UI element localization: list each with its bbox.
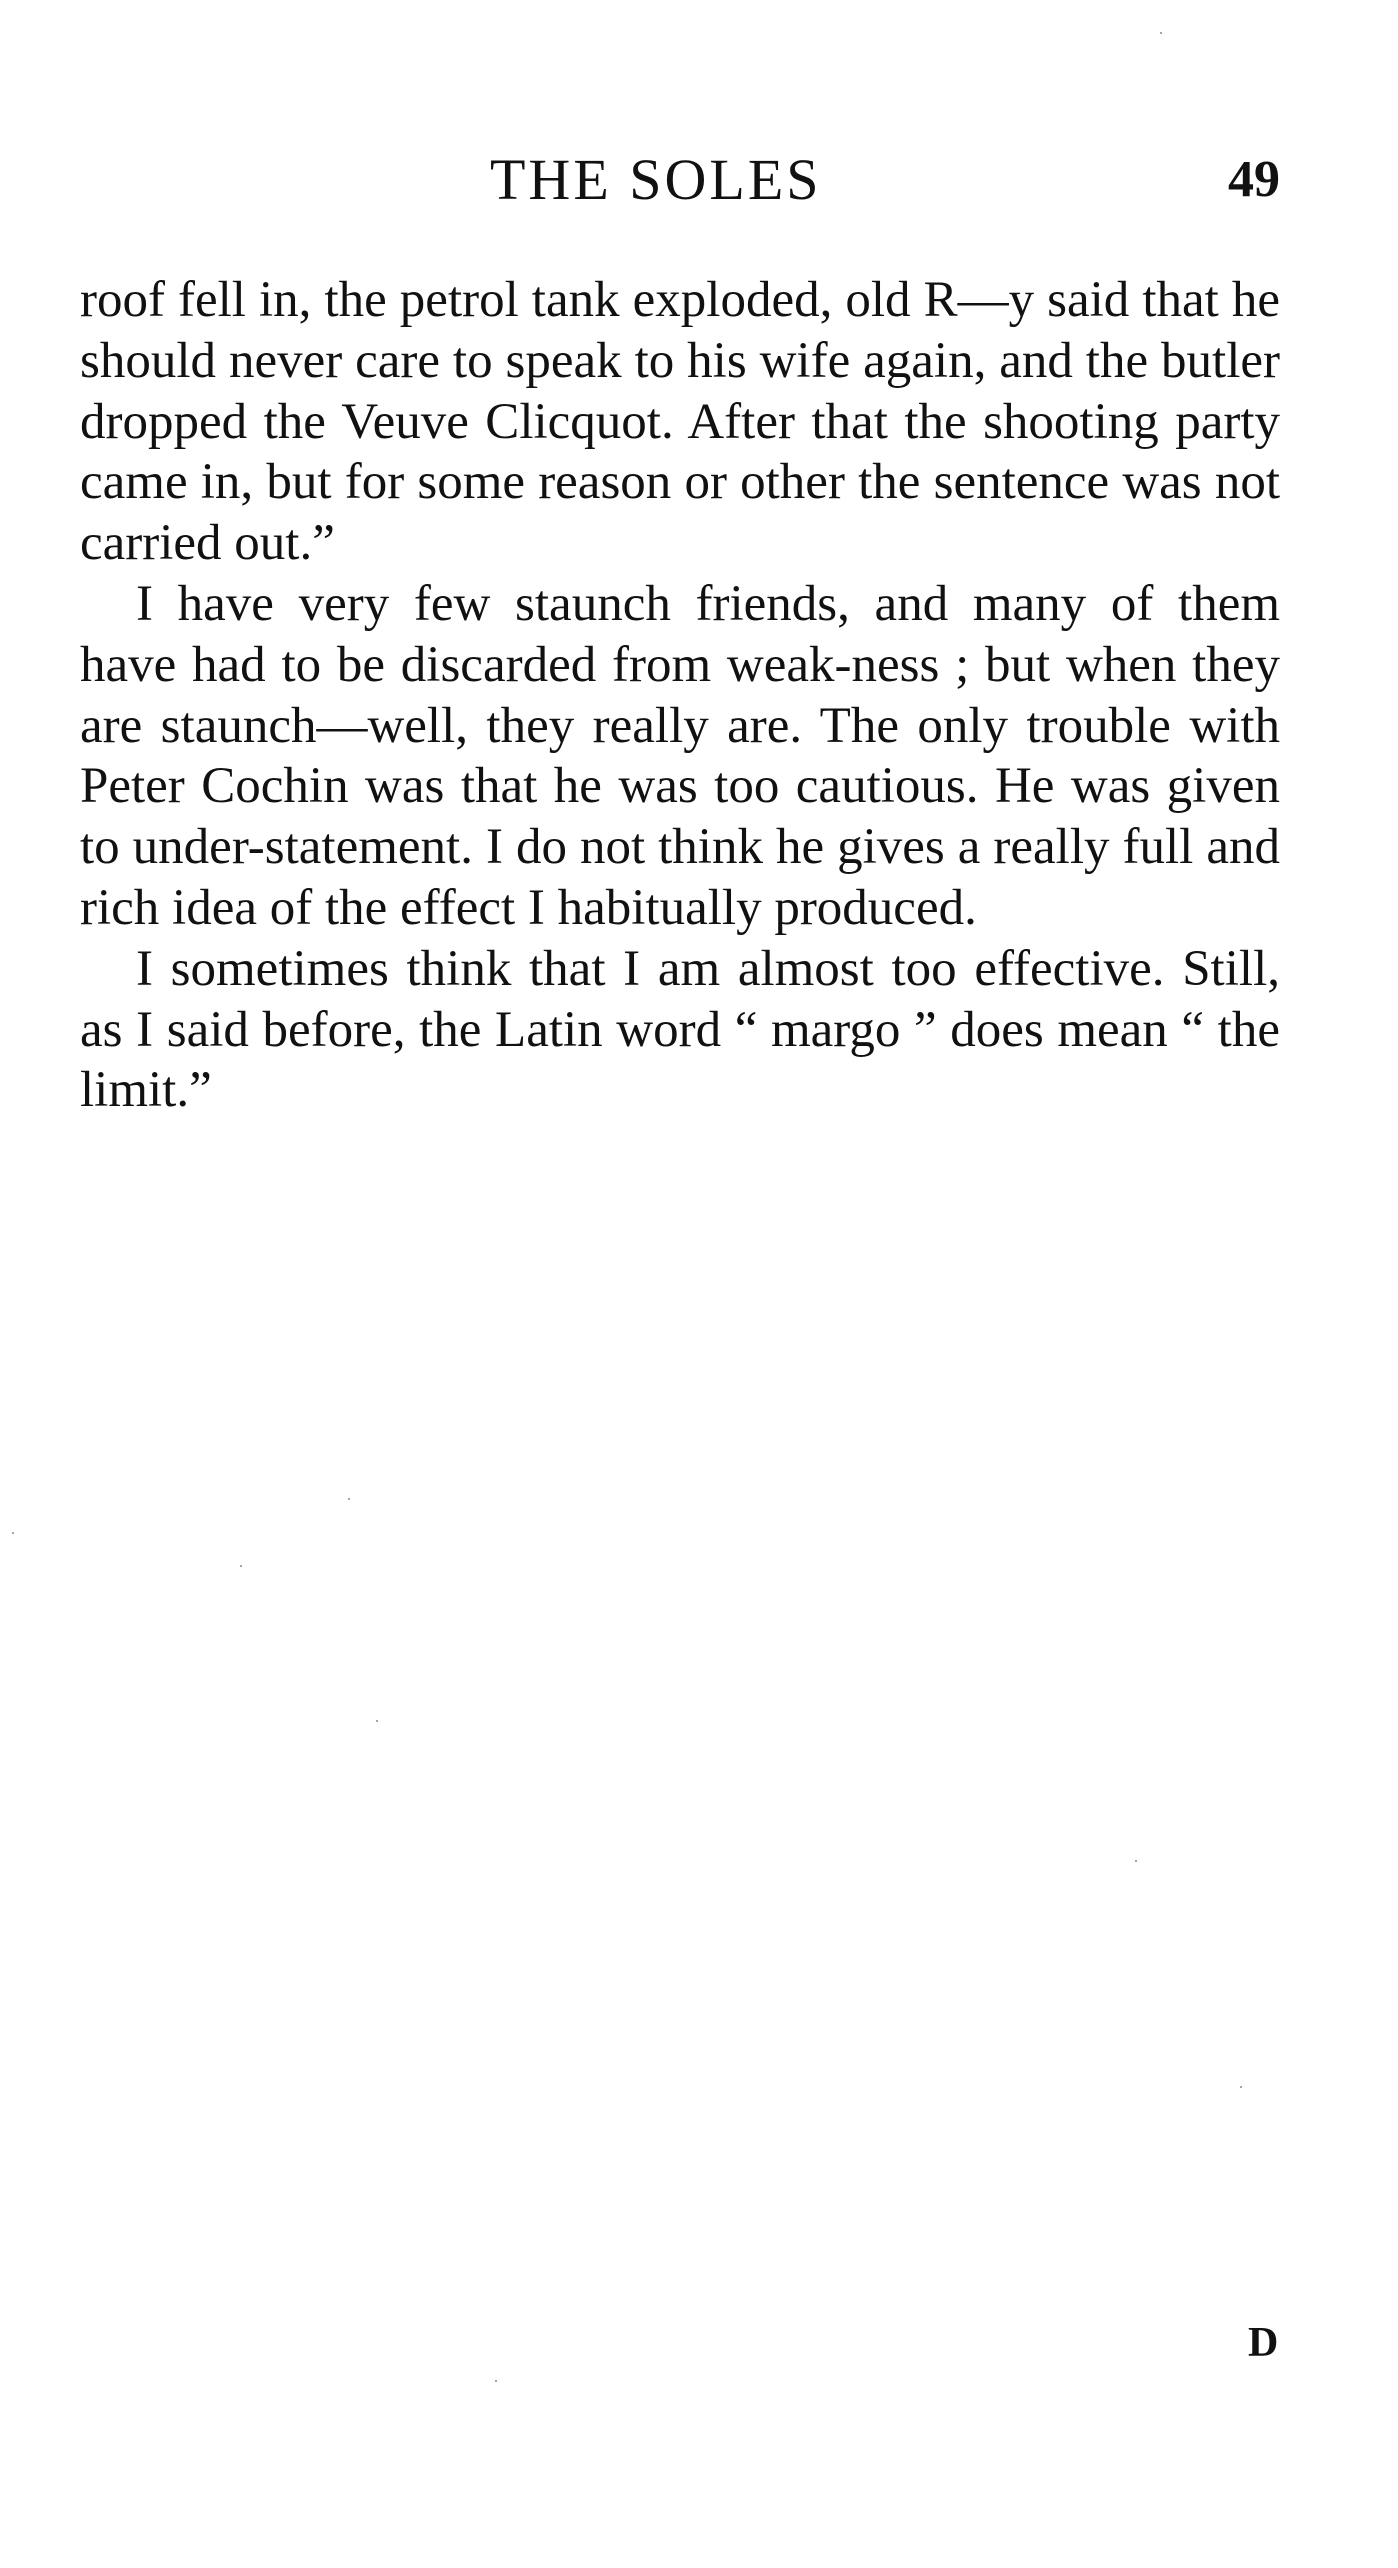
page-number: 49 — [1228, 151, 1280, 208]
scan-speck — [12, 1532, 14, 1534]
running-title: THE SOLES — [490, 147, 822, 212]
scan-speck — [1135, 1860, 1137, 1862]
scan-speck — [376, 1720, 378, 1722]
paragraph-margo: I sometimes think that I am almost too effective. Still, as I said before, the Latin word “ margo ” does mean “ the limit.” — [80, 940, 1280, 1119]
running-head — [80, 140, 1280, 220]
scan-speck — [1240, 2086, 1242, 2088]
scan-speck — [1160, 32, 1162, 34]
signature-mark: D — [1248, 2320, 1279, 2366]
scan-speck — [348, 1498, 350, 1500]
scan-speck — [240, 1565, 242, 1567]
scan-speck — [495, 2380, 497, 2382]
paragraph-continued: roof fell in, the petrol tank exploded, old R—y said that he should never care to speak to his wife again, and the butler dropped the Veuve Clicquot. After that the shooting party came in, but for some reason or other the sentence was not carried out.” — [80, 272, 1280, 572]
paragraph-staunch-friends: I have very few staunch friends, and many of them have had to be discarded from weak-ness ; but when they are staunch—well, they really are. The only trouble with Peter Cochin was that he was too cautious. He was given to under-statement. I do not think he gives a really full and rich idea of the effect I habitually produced. — [80, 575, 1280, 936]
body-text — [80, 270, 1280, 1121]
